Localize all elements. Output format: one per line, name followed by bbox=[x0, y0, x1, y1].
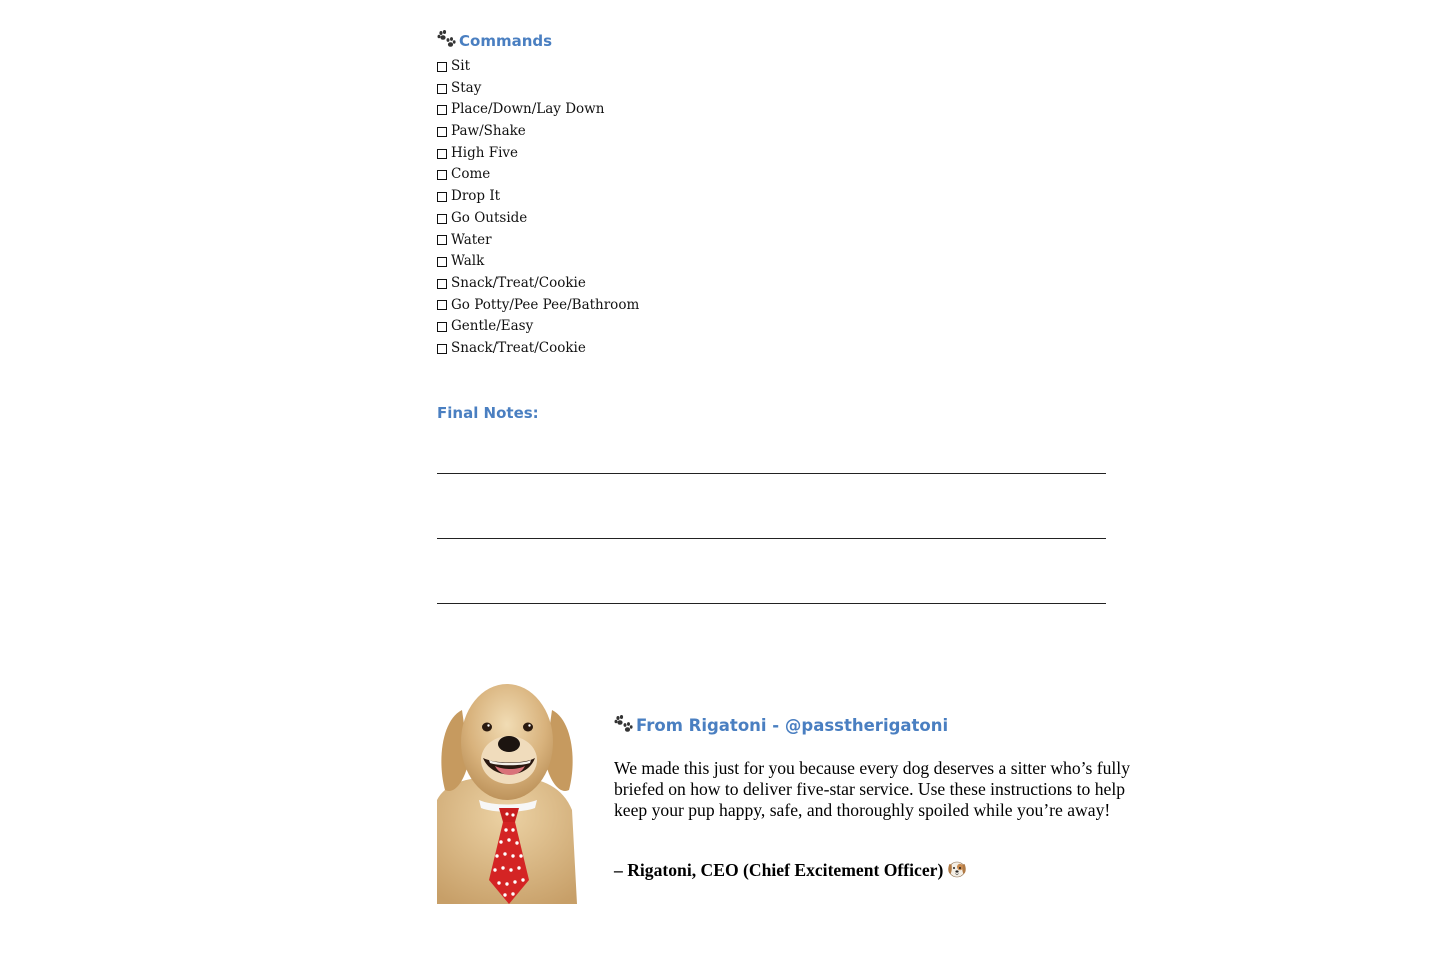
list-item: Paw/Shake bbox=[437, 121, 639, 143]
note-line-1[interactable] bbox=[437, 473, 1106, 474]
note-line-3[interactable] bbox=[437, 603, 1106, 604]
commands-checklist bbox=[437, 56, 639, 360]
commands-heading bbox=[437, 30, 552, 50]
list-item: Go Outside bbox=[437, 208, 639, 230]
list-item: Snack/Treat/Cookie bbox=[437, 273, 639, 295]
list-item: Snack/Treat/Cookie bbox=[437, 338, 639, 360]
dog-face-icon bbox=[947, 860, 967, 878]
checkbox[interactable] bbox=[437, 192, 447, 202]
list-item: Come bbox=[437, 164, 639, 186]
list-item: High Five bbox=[437, 143, 639, 165]
list-item: Place/Down/Lay Down bbox=[437, 99, 639, 121]
commands-heading-text: Commands bbox=[459, 32, 553, 50]
checkbox[interactable] bbox=[437, 235, 447, 245]
checkbox[interactable] bbox=[437, 170, 447, 180]
from-rigatoni-heading bbox=[614, 715, 948, 735]
list-item: Drop It bbox=[437, 186, 639, 208]
checkbox[interactable] bbox=[437, 322, 447, 332]
note-line-2[interactable] bbox=[437, 538, 1106, 539]
checkbox[interactable] bbox=[437, 62, 447, 72]
checkbox[interactable] bbox=[437, 344, 447, 354]
checkbox[interactable] bbox=[437, 279, 447, 289]
signature bbox=[614, 860, 967, 881]
paw-prints-icon bbox=[437, 30, 456, 48]
checkbox[interactable] bbox=[437, 300, 447, 310]
from-rigatoni-heading-text: From Rigatoni - @passtherigatoni bbox=[636, 716, 949, 735]
checkbox[interactable] bbox=[437, 257, 447, 267]
checkbox[interactable] bbox=[437, 127, 447, 137]
list-item: Water bbox=[437, 230, 639, 252]
list-item: Sit bbox=[437, 56, 639, 78]
list-item: Go Potty/Pee Pee/Bathroom bbox=[437, 295, 639, 317]
checkbox[interactable] bbox=[437, 105, 447, 115]
checkbox[interactable] bbox=[437, 84, 447, 94]
list-item: Walk bbox=[437, 251, 639, 273]
checkbox[interactable] bbox=[437, 149, 447, 159]
dog-photo bbox=[437, 680, 577, 904]
signature-text: – Rigatoni, CEO (Chief Excitement Officer) bbox=[614, 860, 944, 880]
rigatoni-message: We made this just for you because every dog deserves a sitter who’s fully briefed on how to deliver five-star service. Use these instructions to help keep your pup happy, safe, and thoroughly spoiled while you’re away! bbox=[614, 758, 1130, 820]
list-item: Stay bbox=[437, 78, 639, 100]
final-notes-heading: Final Notes: bbox=[437, 404, 539, 422]
checkbox[interactable] bbox=[437, 214, 447, 224]
list-item: Gentle/Easy bbox=[437, 316, 639, 338]
paw-prints-icon bbox=[614, 715, 633, 733]
